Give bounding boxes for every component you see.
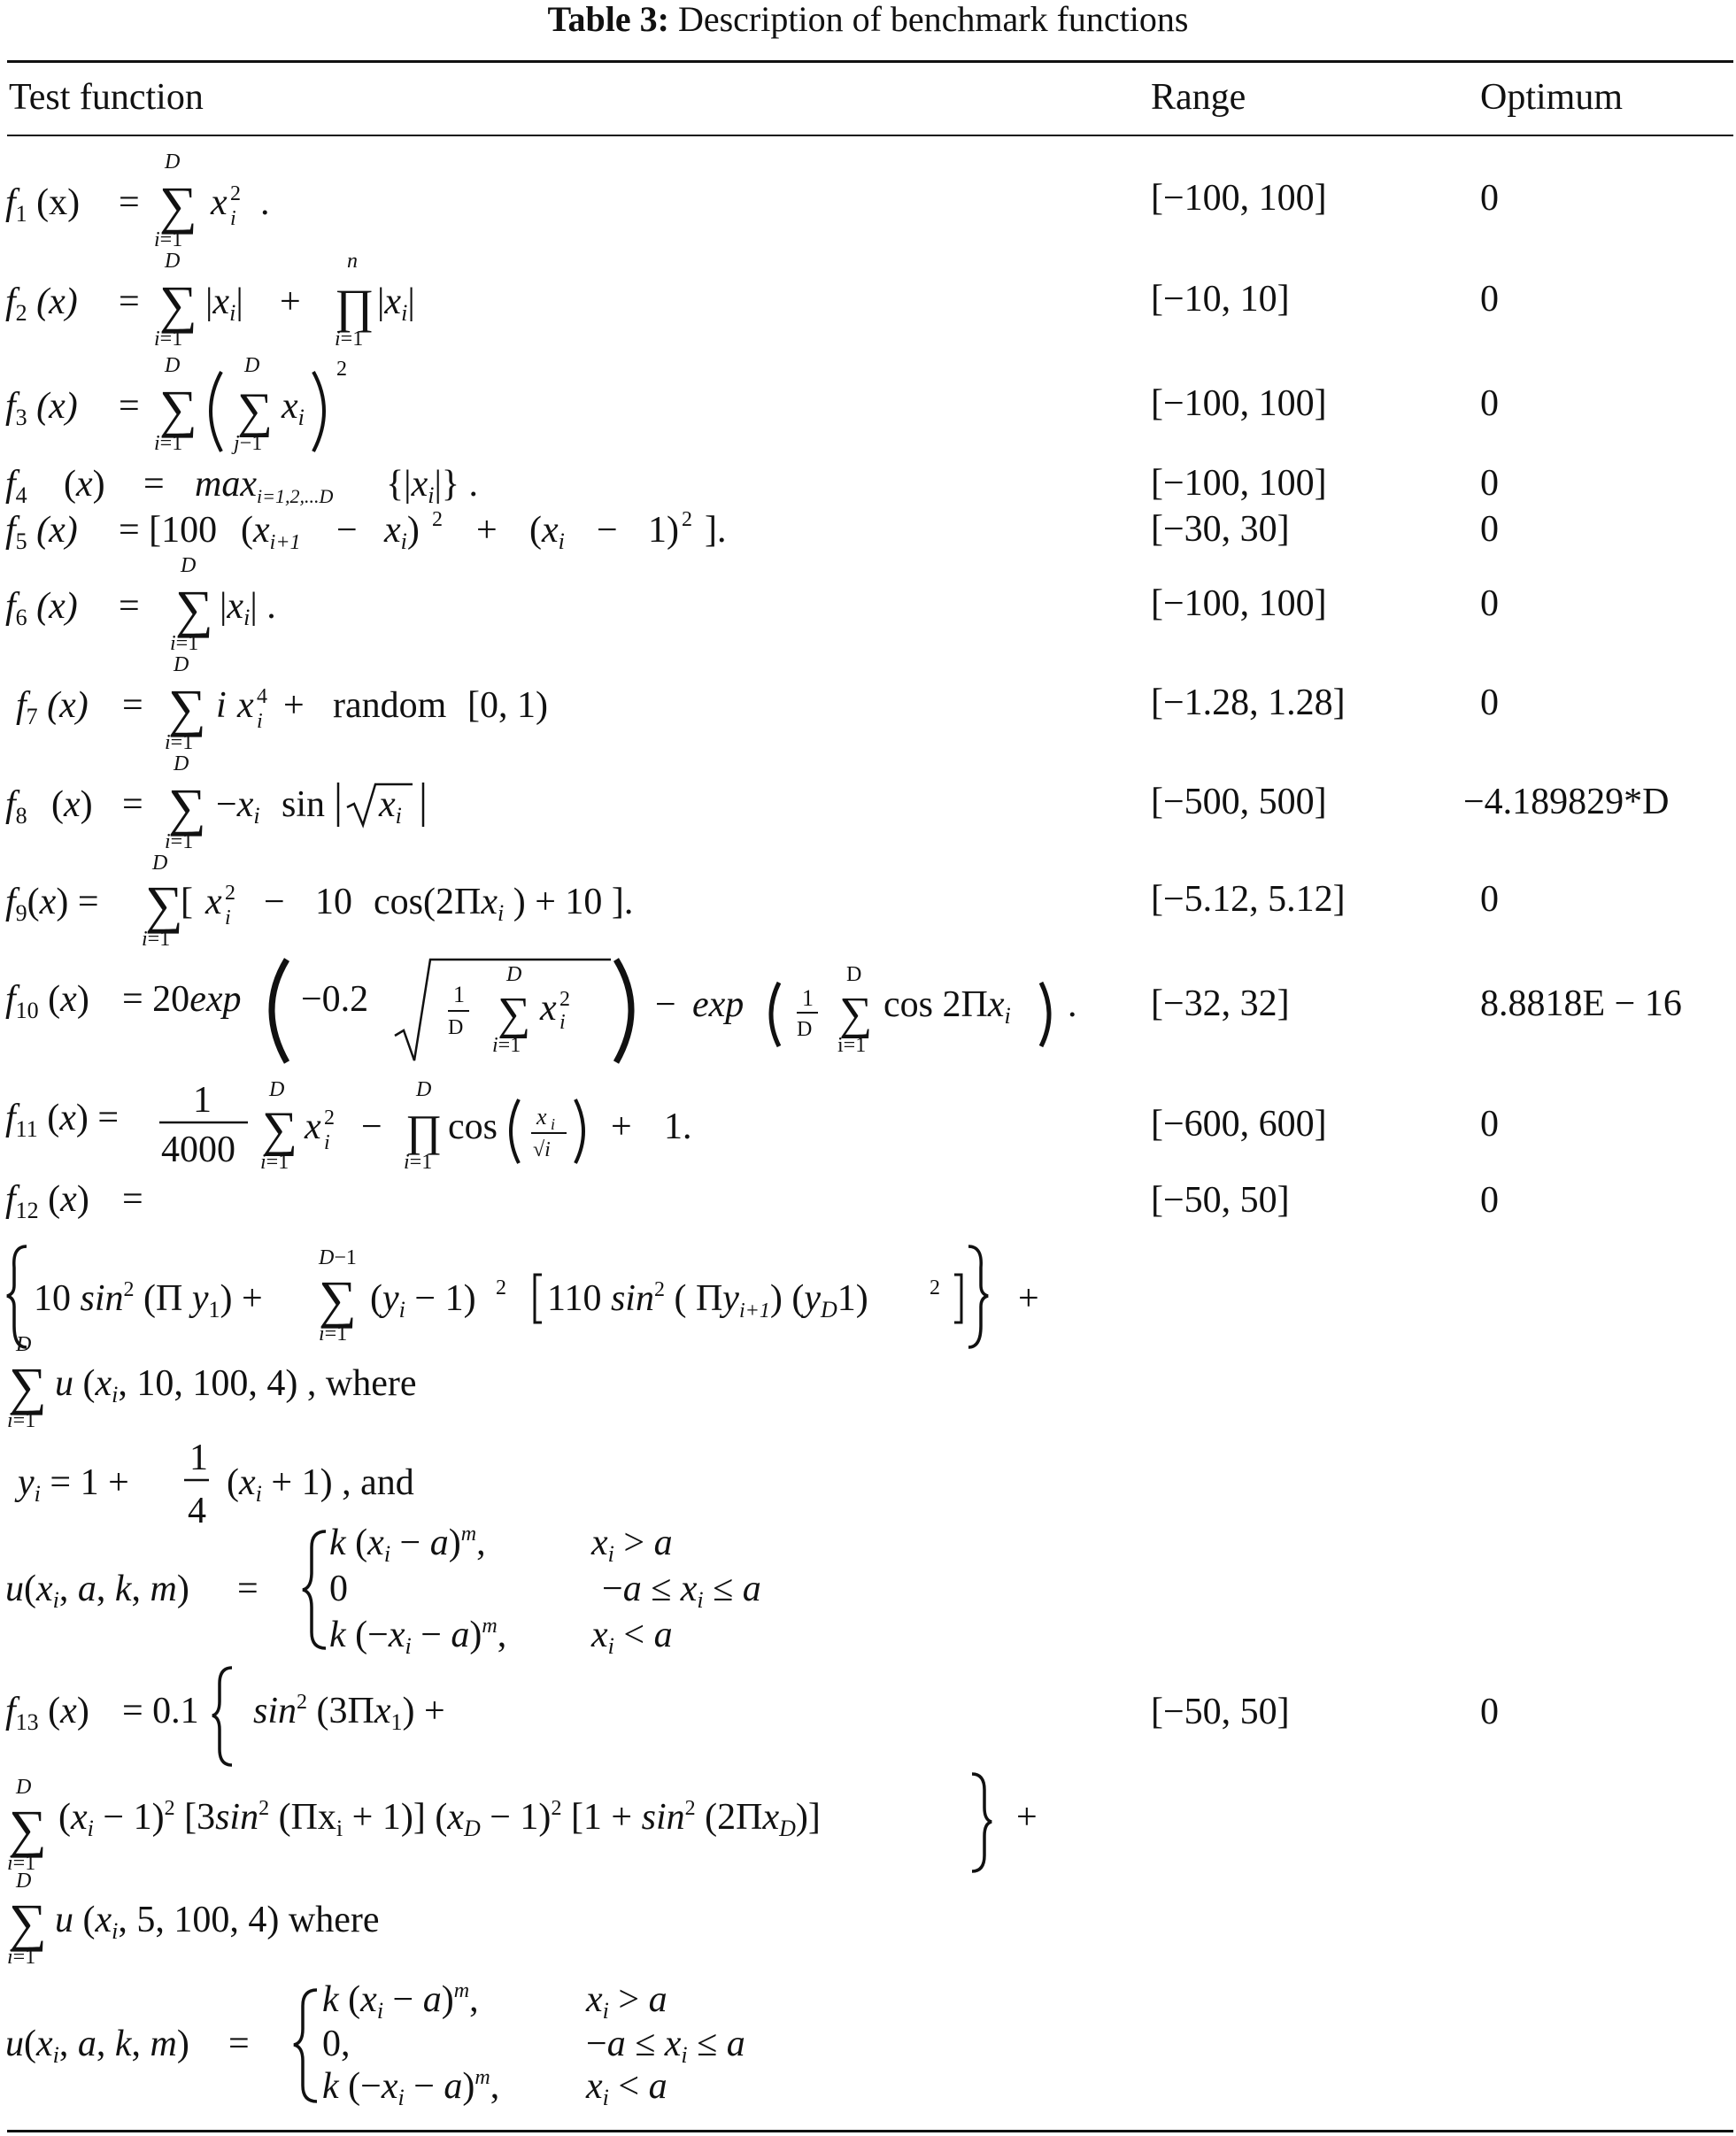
svg-text:f6 (x): f6 (x) (5, 586, 78, 630)
formula-f13 (0, 1661, 1115, 2130)
svg-text:x: x (536, 1104, 547, 1130)
table-row-f2 (0, 250, 1736, 349)
sin-word-f8: sin (282, 784, 326, 825)
svg-text:yi = 1 +: yi = 1 + (18, 1462, 129, 1507)
svg-text:D: D (165, 250, 181, 273)
svg-text:=: = (143, 464, 165, 505)
svg-text:i=1: i=1 (837, 1034, 867, 1057)
svg-text:f1 (x): f1 (x) (5, 182, 81, 227)
svg-text:D: D (416, 1078, 432, 1101)
svg-text:2: 2 (432, 508, 443, 531)
sin-word-f13c: sin (641, 1797, 685, 1838)
svg-text:−0.2: −0.2 (301, 979, 369, 1020)
optimum-f1: 0 (1480, 178, 1499, 219)
range-f13: [−50, 50] (1151, 1692, 1290, 1732)
svg-text:i=1: i=1 (154, 328, 183, 349)
svg-text:{|xi|} .: {|xi|} . (386, 464, 479, 508)
table-row-f5 (0, 508, 1736, 554)
range-f6: [−100, 100] (1151, 583, 1327, 624)
svg-text:= 0.1: = 0.1 (122, 1691, 199, 1731)
svg-text:−: − (361, 1107, 382, 1147)
sin-word-f12b: sin (610, 1278, 654, 1319)
svg-text:D: D (174, 752, 189, 775)
table-row-f12 (0, 1176, 1736, 1661)
svg-text:cos 2Πxi: cos 2Πxi (883, 984, 1011, 1029)
svg-text:∑: ∑ (839, 989, 873, 1039)
svg-text:f3 (x): f3 (x) (5, 386, 78, 430)
svg-text:−: − (336, 510, 358, 551)
svg-text:i: i (225, 906, 231, 929)
bottom-rule (7, 2130, 1733, 2132)
optimum-f4: 0 (1480, 463, 1499, 504)
svg-text:+: + (1016, 1797, 1038, 1838)
table-caption-text: Description of benchmark functions (677, 0, 1189, 39)
svg-text:1: 1 (802, 985, 814, 1011)
sin-word-f13a: sin (253, 1691, 297, 1731)
svg-text:∑: ∑ (168, 778, 206, 837)
svg-text:k (xi − a)m,: k (xi − a)$^m$, (329, 1523, 486, 1567)
svg-text:i=1: i=1 (165, 731, 194, 752)
range-f5: [−30, 30] (1151, 509, 1290, 550)
table-row-f3 (0, 349, 1736, 459)
optimum-f2: 0 (1480, 279, 1499, 320)
cos-word-f10: cos (883, 984, 933, 1025)
svg-text:i: i (559, 1011, 566, 1034)
header-optimum: Optimum (1480, 77, 1624, 118)
svg-text:u(xi, a, k, m): u(xi, a, k, m) (5, 1569, 189, 1613)
svg-text:i=1: i=1 (165, 830, 194, 850)
svg-text:i=1: i=1 (404, 1151, 433, 1174)
svg-text:xi): xi) (384, 510, 420, 554)
svg-text:1.: 1. (664, 1107, 692, 1147)
svg-text:D: D (269, 1078, 285, 1101)
svg-text:i=1: i=1 (154, 432, 183, 455)
svg-text:+: + (611, 1107, 632, 1147)
random-word: random (333, 685, 447, 726)
svg-text:(xi + 1) , and: (xi + 1) , and (227, 1462, 414, 1507)
svg-text:∏: ∏ (405, 1106, 443, 1155)
svg-text:xi > a: xi > a (586, 1979, 667, 2024)
svg-text:D: D (797, 1018, 813, 1041)
table-row-f6 (0, 554, 1736, 653)
table-row-f1 (0, 150, 1736, 248)
svg-text:f4: f4 (5, 464, 27, 508)
svg-text:maxi=1,2,...D: maxi=1,2,...D (195, 464, 334, 507)
optimum-f13: 0 (1480, 1692, 1499, 1732)
svg-text:=: = (119, 182, 140, 223)
svg-text:D: D (181, 554, 197, 577)
svg-text:∑: ∑ (159, 380, 197, 438)
svg-text:−: − (264, 882, 285, 922)
svg-text:1: 1 (193, 1080, 212, 1121)
optimum-f10: 8.8818E − 16 (1480, 983, 1682, 1024)
range-f4: [−100, 100] (1151, 463, 1327, 504)
sin-word-f12a: sin (80, 1278, 124, 1319)
optimum-f8: −4.189829*D (1463, 782, 1670, 822)
svg-text:=: = (119, 386, 140, 427)
svg-text:xi > a: xi > a (591, 1523, 673, 1567)
svg-text:=: = (237, 1569, 258, 1609)
svg-text:=: = (228, 2024, 250, 2064)
svg-text:u (xi, 5, 100, 4) where: u (xi, 5, 100, 4) where (55, 1900, 380, 1944)
svg-text:∏: ∏ (335, 280, 374, 333)
svg-text:i=1: i=1 (154, 228, 183, 248)
svg-text:n: n (347, 250, 358, 273)
svg-text:.: . (260, 182, 270, 223)
svg-text:].: ]. (705, 510, 727, 551)
sin-word-f13b: sin (215, 1797, 259, 1838)
svg-text:+: + (1018, 1278, 1039, 1319)
svg-text:i=1: i=1 (260, 1151, 289, 1174)
formula-f6 (0, 554, 1062, 653)
svg-text:2: 2 (496, 1276, 506, 1299)
svg-text:(xi − 1)2 [3sin2 (Πxi + 1)]: (xi − 1)$^2$ [$3\sin^2$ (Πxi + 1)] (xD − 1)$^2$ $[1 + \sin^2 (2\Pi xD)]$ (58, 1797, 821, 1841)
svg-text:sin2 (3Πx1) +: $\sin^2 (3\Pi x1)$ + (253, 1691, 445, 1735)
svg-text:i=1: i=1 (319, 1322, 348, 1346)
svg-text:4: 4 (188, 1491, 206, 1531)
header-rule (7, 135, 1733, 136)
svg-text:x: x (211, 182, 228, 223)
svg-text:∑: ∑ (319, 1270, 357, 1329)
svg-text:D: D (152, 852, 168, 875)
svg-text:D: D (846, 963, 862, 986)
svg-text:xi: xi (282, 386, 305, 430)
svg-text:1: 1 (189, 1438, 208, 1478)
svg-text:∑: ∑ (159, 176, 197, 235)
svg-text:i=1: i=1 (335, 328, 364, 349)
svg-text:D: D (506, 963, 522, 986)
svg-text:+: + (476, 510, 498, 551)
header-test-function: Test function (9, 77, 204, 118)
svg-text:D: D (16, 1333, 32, 1356)
svg-text:=: = (122, 784, 143, 825)
table-row-f9 (0, 850, 1736, 949)
svg-text:−a ≤ xi ≤ a: −a ≤ xi ≤ a (586, 2024, 745, 2068)
svg-text:[0, 1): [0, 1) (467, 685, 548, 726)
svg-text:+: + (283, 685, 305, 726)
formula-f5 (0, 508, 1062, 554)
svg-text:∑: ∑ (262, 1102, 297, 1157)
svg-text:.: . (1068, 984, 1077, 1025)
exp-word-1: exp (189, 979, 242, 1020)
svg-text:10: 10 (315, 882, 352, 922)
svg-text:2: 2 (559, 988, 570, 1011)
svg-text:D: D (165, 150, 181, 174)
range-f11: [−600, 600] (1151, 1104, 1327, 1145)
formula-f10 (0, 949, 1115, 1069)
header-range: Range (1151, 77, 1246, 118)
table-row-f10 (0, 949, 1736, 1069)
svg-text:|xi|: |xi| (205, 281, 243, 326)
svg-text:(xi+1: (xi+1 (241, 510, 301, 554)
svg-text:= 20exp: = 20exp (122, 979, 242, 1020)
where-word-f12: where (325, 1363, 417, 1404)
svg-text:D: D (165, 354, 181, 377)
formula-f2 (0, 250, 1062, 349)
svg-text:=: = (122, 1179, 143, 1220)
table-row-f7 (0, 653, 1736, 752)
svg-text:i: i (324, 1131, 330, 1154)
svg-text:∑: ∑ (9, 1800, 47, 1858)
svg-text:i=1: i=1 (7, 1409, 36, 1432)
svg-text:2: 2 (230, 182, 241, 205)
svg-text:(xi: (xi (529, 510, 565, 554)
svg-text:−xi: −xi (216, 784, 260, 829)
svg-text:|xi|: |xi| (377, 281, 415, 326)
svg-text:(yi − 1): (yi − 1) (370, 1278, 476, 1322)
svg-text:i=1: i=1 (7, 1946, 36, 1969)
svg-text:10 sin2 (Π y1) +: 10 $\sin^2 (\Pi$ y1) + (34, 1278, 263, 1322)
svg-text:∑: ∑ (9, 1357, 47, 1415)
svg-text:xi: xi (379, 784, 402, 829)
svg-text:j−1: j−1 (234, 432, 263, 455)
svg-text:−: − (655, 984, 676, 1025)
table-caption-label: Table 3: (547, 0, 669, 39)
svg-text:|xi| .: |xi| . (220, 586, 276, 630)
svg-text:2: 2 (682, 508, 692, 531)
svg-text:k (xi − a)m,: k (xi − a)$^m$, (322, 1979, 479, 2024)
svg-text:f7 (x): f7 (x) (16, 685, 89, 729)
svg-text:∑: ∑ (145, 875, 183, 934)
svg-text:x: x (205, 882, 222, 922)
formula-f8 (0, 752, 1062, 850)
where-word-f13: where (288, 1900, 380, 1940)
svg-text:∑: ∑ (159, 275, 197, 334)
formula-f4 (0, 459, 1062, 508)
svg-text:xi < a: xi < a (586, 2066, 667, 2110)
table-row-f13 (0, 1661, 1736, 2130)
svg-text:k (−xi − a)m,: k $(-xi - a)^m$, (329, 1615, 507, 1659)
svg-text:1): 1) (648, 510, 679, 551)
svg-text:x: x (540, 988, 557, 1029)
svg-text:D: D (16, 1870, 32, 1893)
svg-text:k (−xi − a)m,: k $(-xi - a)^m$, (322, 2066, 500, 2110)
table-row-f8 (0, 752, 1736, 850)
table-caption (0, 0, 1736, 41)
svg-text:D: D (174, 653, 189, 676)
svg-text:u(xi, a, k, m): u(xi, a, k, m) (5, 2024, 189, 2068)
svg-text:0,: 0, (322, 2024, 351, 2064)
svg-text:i=1: i=1 (7, 1852, 36, 1875)
svg-text:i=1: i=1 (142, 928, 171, 949)
optimum-f9: 0 (1480, 879, 1499, 920)
optimum-f7: 0 (1480, 682, 1499, 723)
svg-text:cos(2Πxi ) + 10 ].: cos(2Πxi ) + 10 ]. (374, 882, 634, 926)
range-f9: [−5.12, 5.12] (1151, 879, 1346, 920)
svg-text:x: x (305, 1107, 321, 1147)
svg-text:f2 (x): f2 (x) (5, 281, 78, 326)
optimum-f3: 0 (1480, 383, 1499, 424)
svg-text:∑: ∑ (498, 989, 531, 1039)
svg-text:f8: f8 (5, 784, 27, 829)
table-row-f11 (0, 1069, 1736, 1176)
svg-text:= [100: = [100 (119, 510, 218, 551)
svg-text:i: i (216, 685, 227, 726)
and-word: , and (342, 1462, 414, 1503)
svg-text:∑: ∑ (237, 383, 273, 438)
svg-text:2: 2 (930, 1276, 940, 1299)
formula-f3 (0, 349, 1062, 459)
svg-text:(x): (x) (51, 784, 93, 825)
svg-text:−a ≤ xi ≤ a: −a ≤ xi ≤ a (602, 1569, 761, 1613)
svg-text:2: 2 (336, 358, 347, 381)
svg-text:f13 (x): f13 (x) (5, 1691, 89, 1735)
range-f12: [−50, 50] (1151, 1180, 1290, 1221)
range-f8: [−500, 500] (1151, 782, 1327, 822)
svg-text:−: − (597, 510, 618, 551)
exp-word-2: exp (692, 984, 745, 1025)
optimum-f11: 0 (1480, 1104, 1499, 1145)
svg-text:f5 (x): f5 (x) (5, 510, 78, 554)
svg-text:D−1: D−1 (319, 1246, 357, 1269)
svg-text:f9(x) =: f9(x) = (5, 882, 99, 926)
svg-text:2: 2 (324, 1107, 335, 1130)
svg-text:D: D (16, 1776, 32, 1799)
svg-text:4: 4 (257, 685, 267, 708)
svg-text:(x): (x) (64, 464, 105, 505)
svg-text:√i: √i (533, 1138, 551, 1161)
range-f3: [−100, 100] (1151, 383, 1327, 424)
svg-text:f10 (x): f10 (x) (5, 979, 89, 1023)
svg-text:+: + (280, 281, 301, 322)
formula-f7 (0, 653, 1062, 752)
formula-f12 (0, 1176, 1115, 1661)
svg-text:0: 0 (329, 1569, 348, 1609)
svg-text:∑: ∑ (9, 1893, 47, 1952)
svg-text:=: = (119, 281, 140, 322)
svg-text:2: 2 (225, 882, 235, 905)
optimum-f5: 0 (1480, 509, 1499, 550)
optimum-f12: 0 (1480, 1180, 1499, 1221)
svg-text:=: = (119, 586, 140, 627)
svg-text:110 sin2 ( Πyi+1) (yD1): 110 $\sin^2$ ( Πyi+1) (yD1) (547, 1278, 868, 1322)
svg-text:D: D (244, 354, 260, 377)
cos-word-f11: cos (448, 1107, 498, 1147)
svg-text:[: [ (181, 882, 193, 922)
svg-text:D: D (448, 1016, 464, 1039)
svg-text:i: i (230, 207, 236, 230)
range-f2: [−10, 10] (1151, 279, 1290, 320)
table-row-f4 (0, 459, 1736, 508)
range-f7: [−1.28, 1.28] (1151, 682, 1346, 723)
cos-word-f9: cos (374, 882, 423, 922)
svg-text:1: 1 (453, 982, 465, 1007)
svg-text:x: x (237, 685, 254, 726)
svg-text:i=1: i=1 (492, 1034, 521, 1057)
formula-f11 (0, 1069, 1062, 1176)
range-f10: [−32, 32] (1151, 983, 1290, 1024)
top-rule (7, 60, 1733, 63)
svg-text:xi < a: xi < a (591, 1615, 673, 1659)
svg-text:∑: ∑ (168, 679, 206, 737)
svg-text:f11 (x) =: f11 (x) = (5, 1098, 120, 1142)
svg-text:=: = (122, 685, 143, 726)
svg-text:i: i (257, 710, 263, 733)
svg-text:∑: ∑ (175, 580, 213, 638)
range-f1: [−100, 100] (1151, 178, 1327, 219)
svg-text:i=1: i=1 (170, 632, 199, 653)
svg-text:f12 (x): f12 (x) (5, 1179, 89, 1223)
svg-text:u (xi, 10, 100, 4) , where: u (xi, 10, 100, 4) , where (55, 1363, 417, 1407)
formula-f9 (0, 850, 1062, 949)
formula-f1 (0, 150, 1062, 248)
svg-text:4000: 4000 (161, 1130, 235, 1170)
optimum-f6: 0 (1480, 583, 1499, 624)
svg-text:i: i (551, 1115, 556, 1133)
